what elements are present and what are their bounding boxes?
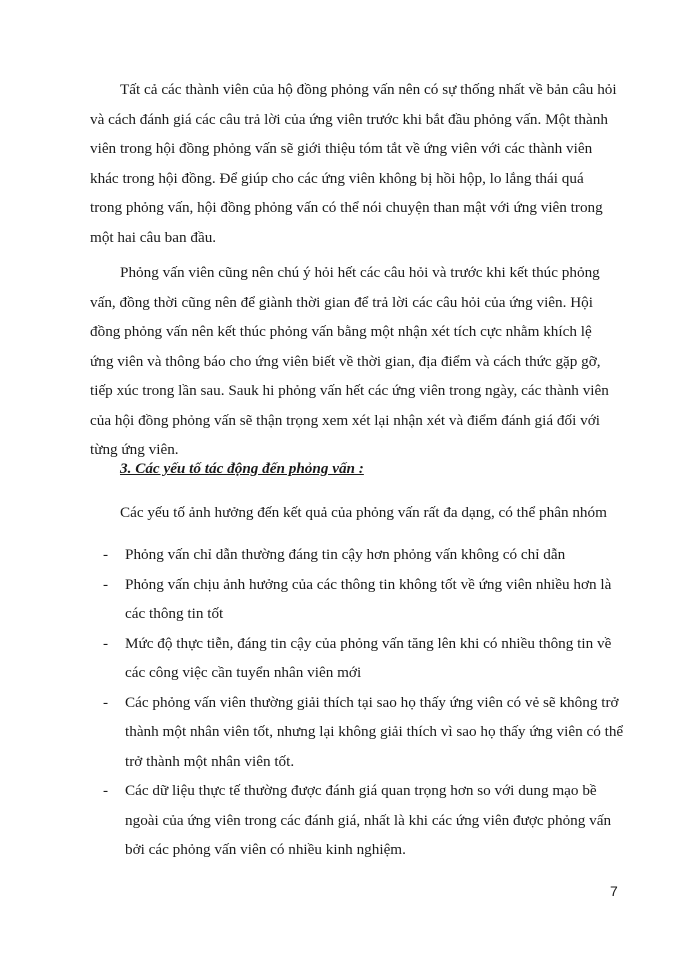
bullet-line: bởi các phỏng vấn viên có nhiều kinh nghiệm. [125,841,406,858]
page-number: 7 [610,883,618,899]
bullet-line: Các dữ liệu thực tế thường được đánh giá quan trọng hơn so với dung mạo bề [125,782,597,799]
bullet-line: trở thành một nhân viên tốt. [125,752,295,770]
bullet-line: Mức độ thực tiễn, đáng tin cậy của phỏng vấn tăng lên khi có nhiều thông tin về [125,634,612,652]
bullet-item [105,570,620,629]
bullet-line: Các phỏng vấn viên thường giải thích tại sao họ thấy ứng viên có vẻ sẽ không trở [125,693,619,711]
paragraph-line: Tất cả các thành viên của hộ đồng phỏng vấn nên có sự thống nhất về bản câu hỏi [120,81,617,98]
section-intro: Các yếu tố ảnh hưởng đến kết quả của phỏng vấn rất đa dạng, có thể phân nhóm [120,504,607,521]
bullet-item [103,688,624,777]
paragraph-line: khác trong hội đồng. Để giúp cho các ứng viên không bị hồi hộp, lo lắng thái quá [90,169,584,187]
paragraph-1 [90,75,620,252]
bullet-item [105,629,620,688]
bullet-dash: - [103,634,109,652]
bullet-line: các thông tin tốt [125,605,224,622]
bullet-dash: - [103,575,109,593]
paragraph-line: viên trong hội đồng phỏng vấn sẽ giới thiệu tóm tắt về ứng viên với các thành viên [90,140,593,157]
paragraph-line: từng ứng viên. [90,441,179,458]
section-heading: 3. Các yếu tố tác động đến phỏng vấn : [120,460,364,477]
paragraph-line: một hai câu ban đầu. [90,228,217,246]
bullet-dash: - [103,693,109,711]
bullet-item [105,776,620,865]
paragraph-2 [90,258,620,465]
paragraph-line: ứng viên và thông báo cho ứng viên biết về thời gian, địa điểm và cách thức gặp gỡ, [90,352,601,370]
paragraph-line: và cách đánh giá các câu trả lời của ứng viên trước khi bắt đầu phỏng vấn. Một thành [90,110,608,128]
bullet-dash: - [103,782,109,799]
paragraph-line: Phỏng vấn viên cũng nên chú ý hỏi hết các câu hỏi và trước khi kết thúc phỏng [120,264,600,281]
bullet-line: các công việc cần tuyển nhân viên mới [125,664,362,681]
paragraph-line: vấn, đồng thời cũng nên để giành thời gian để trả lời các câu hỏi của ứng viên. Hội [90,293,593,311]
bullet-line: Phỏng vấn chịu ảnh hưởng của các thông tin không tốt về ứng viên nhiều hơn là [125,575,612,593]
paragraph-line: tiếp xúc trong lần sau. Sauk hi phỏng vấn hết các ứng viên trong ngày, các thành viên [90,382,609,399]
paragraph-line: trong phỏng vấn, hội đồng phỏng vấn có thể nói chuyện than mật với ứng viên trong [90,199,603,216]
bullet-dash: - [103,546,109,563]
bullet-line: ngoài của ứng viên trong các đánh giá, nhất là khi các ứng viên được phỏng vấn [125,811,612,829]
bullet-list [103,540,624,865]
bullet-line: thành một nhân viên tốt, nhưng lại không giải thích vì sao họ thấy ứng viên có thể [125,723,624,740]
paragraph-line: đồng phỏng vấn nên kết thúc phỏng vấn bằng một nhận xét tích cực nhằm khích lệ [90,323,592,340]
paragraph-line: của hội đồng phỏng vấn sẽ thận trọng xem xét lại nhận xét và điểm đánh giá đối với [90,411,600,429]
bullet-line: Phỏng vấn chỉ dẫn thường đáng tin cậy hơn phỏng vấn không có chỉ dẫn [125,546,566,563]
bullet-item [105,540,620,570]
